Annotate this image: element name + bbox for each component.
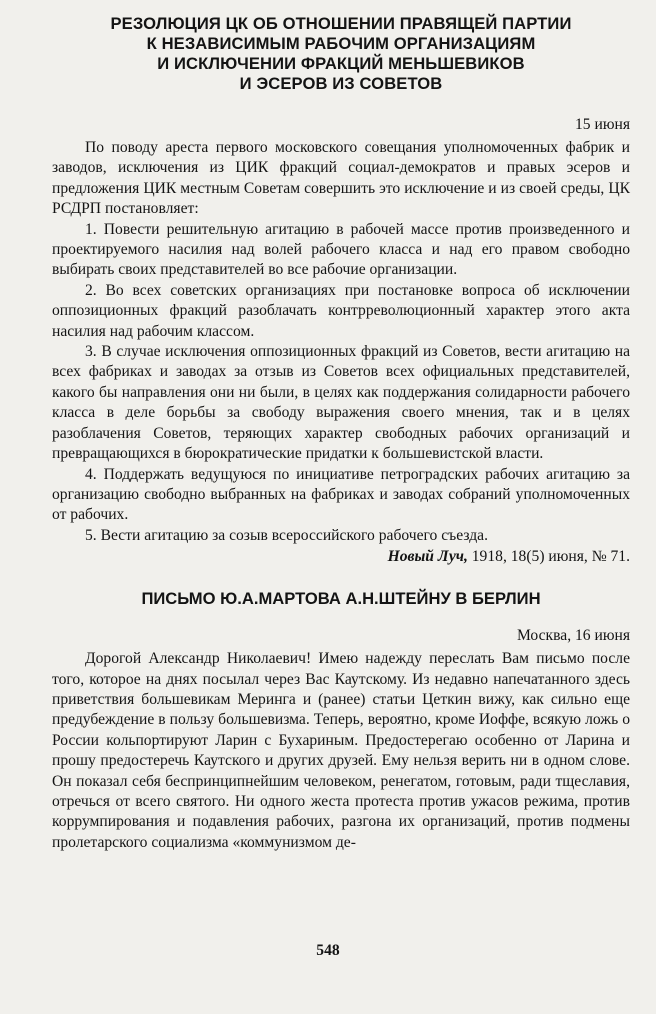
section1-paragraph: 4. Поддержать ведущуюся по инициативе петроградских рабочих агитацию за организацию свободно выбранных на фабриках и заводах собраний уполномоченных от рабочих.: [52, 465, 630, 524]
section1-paragraph: 2. Во всех советских организациях при постановке вопроса об исключении оппозиционных фракций разоблачать контрреволюционный характер этого акта насилия над рабочим классом.: [52, 281, 630, 340]
section1-paragraph: 3. В случае исключения оппозиционных фракций из Советов, вести агитацию на всех фабриках и заводах за отзыв из Советов всех официальных представителей, какого бы направления они ни были, в целях как поддержания солидарности рабочего класса в деле борьбы за свободу выражения своего мнения, так и в целях разоблачения Советов, теряющих характер свободных рабочих организаций и превращающихся в бюрократические придатки к большевистской власти.: [52, 343, 630, 463]
section1-title-line-4: И ЭСЕРОВ ИЗ СОВЕТОВ: [239, 74, 443, 93]
section2-paragraph: Дорогой Александр Николаевич! Имею надежду переслать Вам письмо после того, которое на днях посылал через Вас Каутскому. Из недавно напечатанного здесь приветствия большевикам Меринга и (ранее) статьи Цеткин вижу, как сильно еще предубеждение в пользу большевизма. Теперь, вероятно, кроме Иоффе, всякую ложь о России кольпортируют Ларин с Бухариным. Предостерегаю особенно от Ларина и прошу предостеречь Каутского и других друзей. Ему нельзя верить ни в одном слове. Он показал себя беспринципнейшим человеком, ренегатом, готовым, ради тщеславия, отречься от всего святого. Ни одного жеста протеста против ужасов режима, против коррумпирования и подавления рабочих, разгона их организаций, против подмены пролетарского социализма «коммунизмом де-: [52, 650, 630, 851]
document-page: [52, 14, 630, 853]
section1-title-line-3: И ИСКЛЮЧЕНИИ ФРАКЦИЙ МЕНЬШЕВИКОВ: [157, 54, 525, 73]
section1-heading: [52, 14, 630, 94]
section1-title-line-2: К НЕЗАВИСИМЫМ РАБОЧИМ ОРГАНИЗАЦИЯМ: [146, 34, 536, 53]
section1-title-line-1: РЕЗОЛЮЦИЯ ЦК ОБ ОТНОШЕНИИ ПРАВЯЩЕЙ ПАРТИИ: [110, 14, 572, 33]
page-number: 548: [316, 942, 340, 959]
section1-source: [52, 546, 630, 567]
section2-date: Москва, 16 июня: [516, 627, 630, 645]
section1-paragraph: 1. Повести решительную агитацию в рабочей массе против произведенного и проектируемого насилия над волей рабочего класса и над его правом свободно выбирать своих представителей во все рабочие организации.: [52, 220, 630, 279]
section1-body: [52, 138, 630, 546]
source-details: 1918, 18(5) июня, № 71.: [467, 548, 630, 566]
section2-body: [52, 649, 630, 853]
section1-date: 15 июня: [574, 116, 630, 133]
source-title: Новый Луч,: [387, 548, 468, 566]
section2-title: ПИСЬМО Ю.А.МАРТОВА А.Н.ШТЕЙНУ В БЕРЛИН: [141, 589, 541, 609]
section1-paragraph: По поводу ареста первого московского совещания уполномоченных фабрик и заводов, исключения из ЦИК фракций социал-демократов и правых эсеров и предложения ЦИК местным Советам совершить это исключение и из своей среды, ЦК РСДРП постановляет:: [52, 139, 630, 218]
section1-paragraph: 5. Вести агитацию за созыв всероссийского рабочего съезда.: [85, 526, 488, 544]
